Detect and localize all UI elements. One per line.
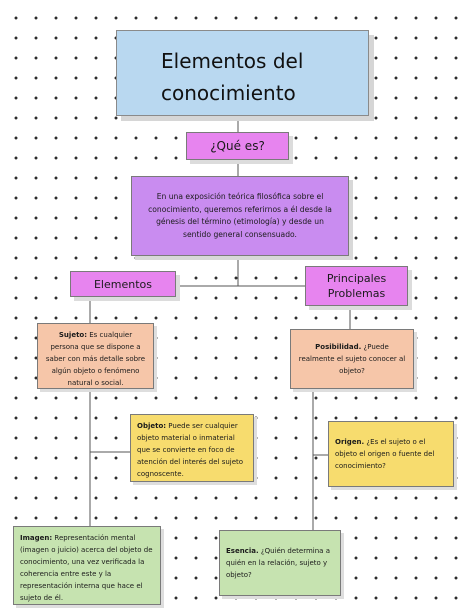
problemas-line-2: Problemas bbox=[327, 287, 386, 300]
objeto-text: Puede ser cualquier objeto material o inmaterial que se convierte en foco de atención del interés del sujeto cognoscente. bbox=[137, 422, 244, 478]
title-line-1: Elementos del bbox=[161, 49, 304, 73]
origen-term: Origen. bbox=[335, 438, 365, 446]
objeto-node bbox=[130, 414, 254, 482]
posibilidad-node bbox=[290, 329, 414, 389]
diagram-title bbox=[161, 45, 361, 109]
posibilidad-term: Posibilidad. bbox=[315, 343, 362, 351]
elementos-label: Elementos bbox=[93, 277, 152, 291]
problemas-line-1: Principales bbox=[326, 272, 387, 285]
posibilidad-content bbox=[297, 341, 407, 377]
sujeto-text: Es cualquier persona que se dispone a saber con más detalle sobre algún objeto o fenómeno natural o social. bbox=[45, 331, 146, 387]
objeto-term: Objeto: bbox=[137, 422, 167, 430]
title-line-2: conocimiento bbox=[161, 81, 296, 105]
origen-text: ¿Es el sujeto o el objeto el origen o fuente del conocimiento? bbox=[335, 438, 435, 470]
origen-node bbox=[328, 421, 454, 487]
esencia-node bbox=[219, 530, 341, 596]
esencia-content bbox=[226, 545, 334, 581]
elementos-node bbox=[70, 271, 176, 297]
imagen-term: Imagen: bbox=[20, 534, 53, 542]
posibilidad-text: ¿Puede realmente el sujeto conocer al objeto? bbox=[298, 343, 406, 375]
problemas-node bbox=[305, 266, 408, 306]
sujeto-node bbox=[37, 323, 154, 389]
question-node bbox=[186, 132, 289, 160]
imagen-node bbox=[13, 526, 161, 605]
imagen-text: Representación mental (imagen o juicio) acerca del objeto de conocimiento, una vez verificada la coherencia entre este y la representación interna que hace el sujeto de él. bbox=[20, 534, 153, 602]
definition-text: En una exposición teórica filosófica sobre el conocimiento, queremos referirnos a él desde la génesis del término (etimología) y desde un sentido general consensuado. bbox=[148, 192, 332, 239]
question-label: ¿Qué es? bbox=[210, 138, 265, 153]
esencia-term: Esencia. bbox=[226, 547, 259, 555]
sujeto-term: Sujeto: bbox=[58, 331, 88, 339]
definition-node bbox=[131, 176, 349, 256]
problemas-label bbox=[327, 271, 386, 301]
title-box bbox=[116, 30, 369, 116]
esencia-text: ¿Quién determina a quién en la relación, sujeto y objeto? bbox=[226, 547, 330, 579]
origen-content bbox=[335, 436, 447, 472]
